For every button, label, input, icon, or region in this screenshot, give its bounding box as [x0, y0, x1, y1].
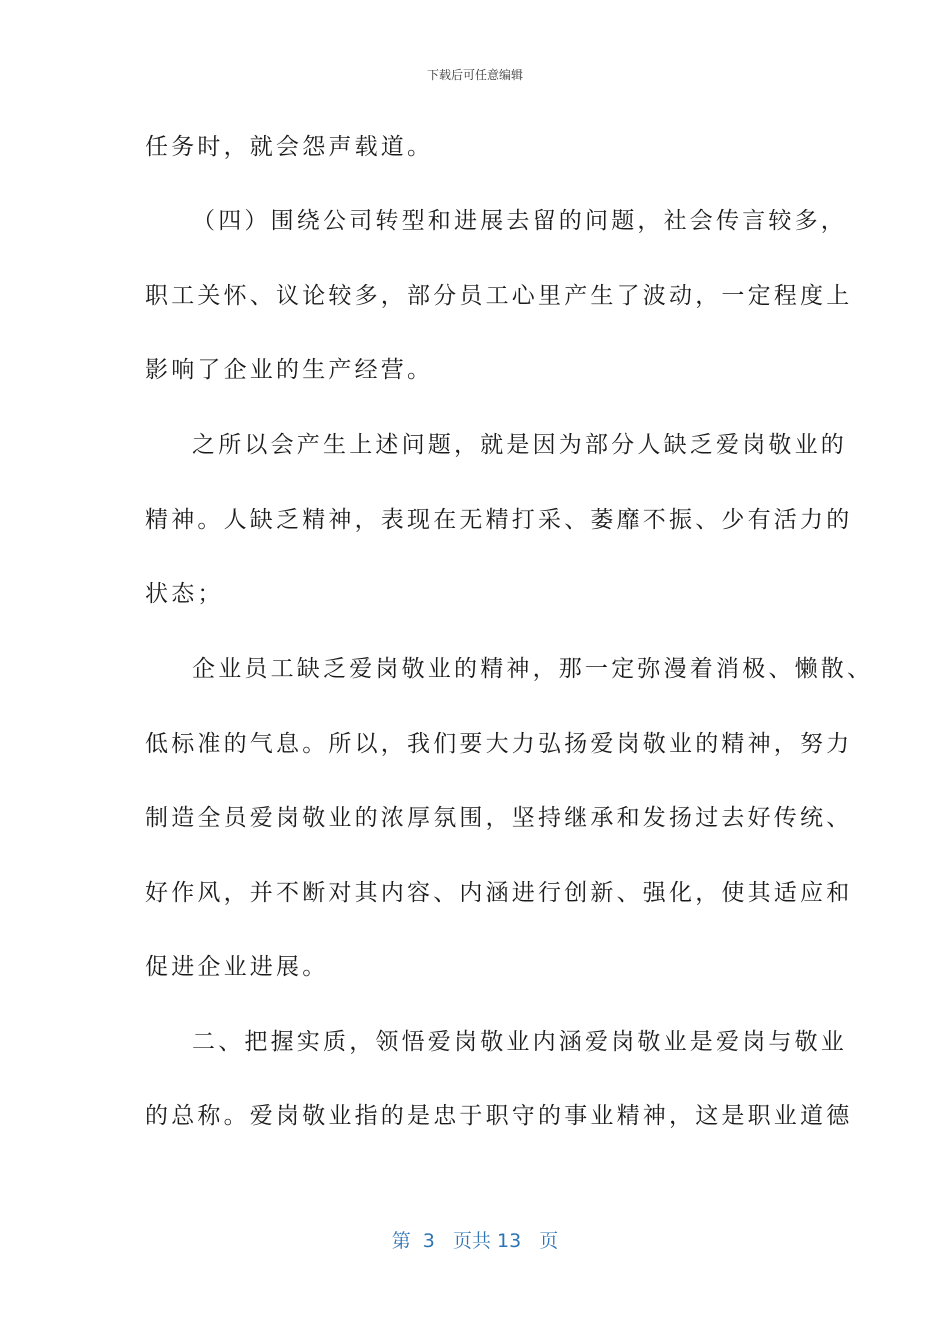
- body-line: 好作风，并不断对其内容、内涵进行创新、强化，使其适应和: [145, 880, 853, 906]
- body-line: 影响了企业的生产经营。: [145, 357, 434, 383]
- body-line: 职工关怀、议论较多，部分员工心里产生了波动，一定程度上: [145, 283, 853, 309]
- body-line: 促进企业进展。: [145, 954, 329, 980]
- body-line: 低标准的气息。所以，我们要大力弘扬爱岗敬业的精神，努力: [145, 731, 853, 757]
- body-line: 的总称。爱岗敬业指的是忠于职守的事业精神，这是职业道德: [145, 1103, 853, 1129]
- body-line: 企业员工缺乏爱岗敬业的精神，那一定弥漫着消极、懒散、: [192, 656, 874, 682]
- page-number-footer: 第 3 页共 13 页: [391, 1230, 559, 1252]
- body-line: 之所以会产生上述问题，就是因为部分人缺乏爱岗敬业的: [192, 432, 847, 458]
- body-line: 任务时，就会怨声载道。: [145, 134, 434, 160]
- body-line: 制造全员爱岗敬业的浓厚氛围，坚持继承和发扬过去好传统、: [145, 805, 853, 831]
- page-header-note: 下载后可任意编辑: [426, 68, 523, 82]
- body-line: （四）围绕公司转型和进展去留的问题，社会传言较多，: [192, 208, 847, 234]
- body-line: 精神。人缺乏精神，表现在无精打采、萎靡不振、少有活力的: [145, 507, 853, 533]
- body-line: 二、把握实质，领悟爱岗敬业内涵爱岗敬业是爱岗与敬业: [192, 1029, 847, 1055]
- body-line: 状态；: [145, 581, 224, 607]
